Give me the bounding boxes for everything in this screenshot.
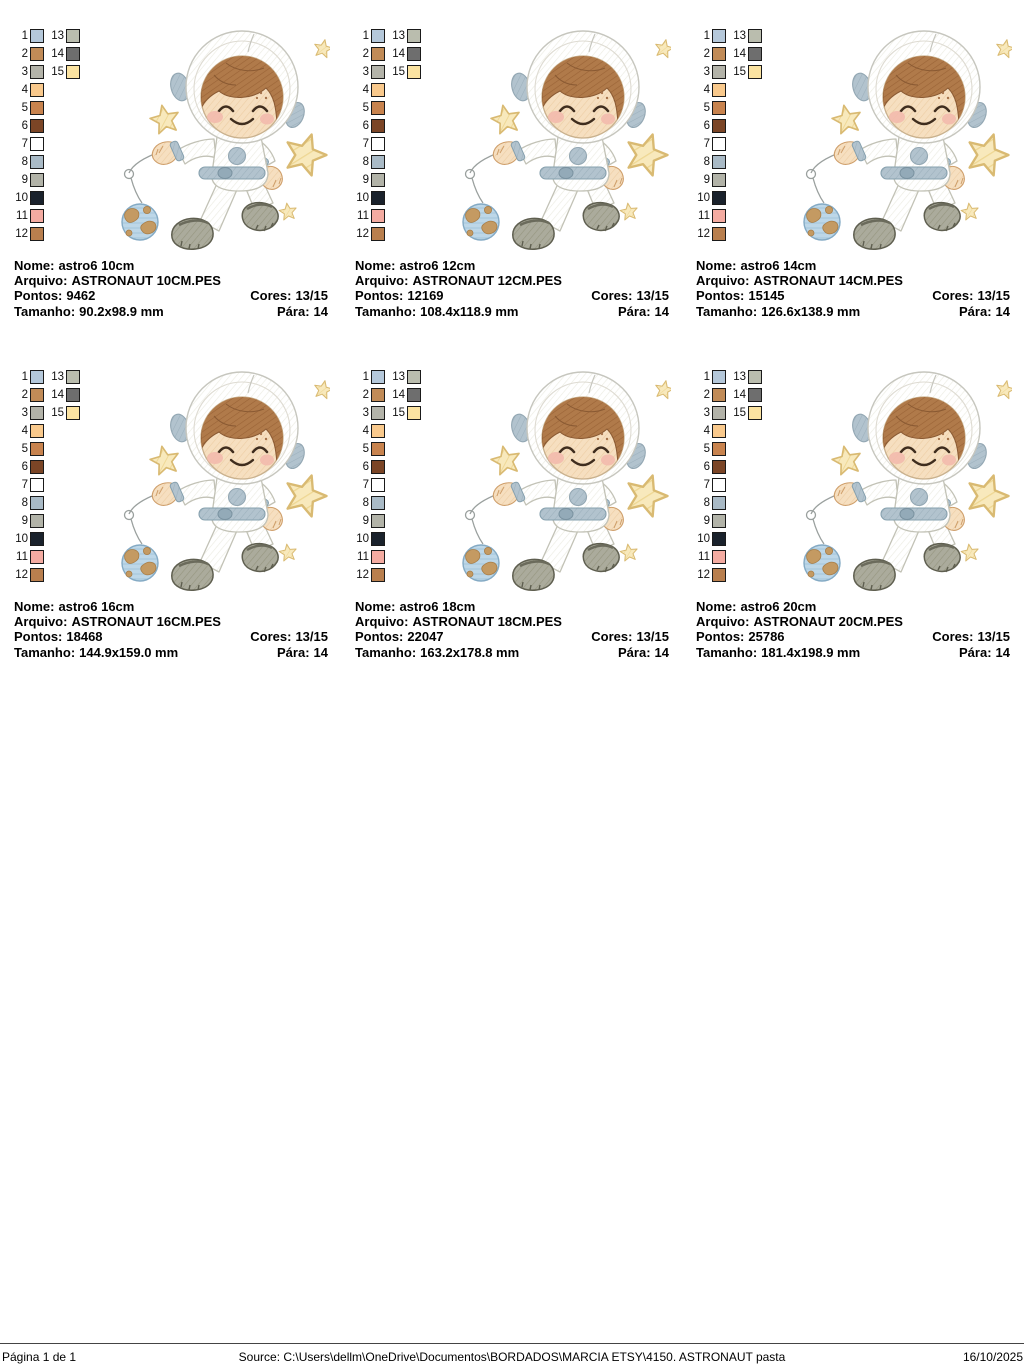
palette-swatch-12 [712,227,726,241]
palette-number-15: 15 [733,65,746,78]
palette-swatch-1 [30,370,44,384]
palette-number-5: 5 [21,101,28,114]
palette-swatch-11 [30,550,44,564]
palette-swatch-1 [371,370,385,384]
palette-number-2: 2 [362,47,369,60]
thread-color-palette [696,27,764,243]
palette-swatch-3 [30,406,44,420]
palette-swatch-5 [712,442,726,456]
palette-swatch-15 [748,406,762,420]
palette-number-4: 4 [703,424,710,437]
design-points: 25786 [748,629,785,645]
palette-number-3: 3 [362,65,369,78]
palette-number-6: 6 [703,119,710,132]
size-label: Tamanho: [14,303,76,319]
palette-swatch-5 [371,101,385,115]
palette-number-2: 2 [703,47,710,60]
palette-number-1: 1 [703,29,710,42]
file-line [355,614,669,629]
palette-number-1: 1 [21,370,28,383]
points-colors-line [696,629,1010,644]
palette-swatch-9 [30,514,44,528]
palette-swatch-11 [371,209,385,223]
palette-number-13: 13 [51,29,64,42]
design-info [696,599,1010,660]
palette-number-2: 2 [362,388,369,401]
palette-swatch-14 [66,388,80,402]
design-size: 126.6x138.9 mm [761,303,861,319]
thread-color-palette [355,368,423,584]
design-file: ASTRONAUT 20CM.PES [753,614,903,630]
palette-number-9: 9 [21,514,28,527]
palette-number-12: 12 [15,227,28,240]
name-line [355,258,669,273]
palette-swatch-12 [30,568,44,582]
file-label: Arquivo: [696,614,750,630]
palette-swatch-15 [407,65,421,79]
palette-number-5: 5 [703,442,710,455]
palette-number-10: 10 [356,532,369,545]
thread-color-palette [14,27,82,243]
name-line [14,258,328,273]
palette-swatch-1 [712,29,726,43]
palette-swatch-15 [66,65,80,79]
palette-number-3: 3 [21,406,28,419]
palette-number-14: 14 [392,388,405,401]
palette-swatch-15 [66,406,80,420]
palette-swatch-14 [407,388,421,402]
palette-number-7: 7 [703,478,710,491]
palette-number-14: 14 [733,388,746,401]
design-info [14,599,328,660]
palette-number-9: 9 [703,173,710,186]
size-para-line [355,645,669,660]
thread-color-palette [696,368,764,584]
colors-label: Cores: [250,629,292,645]
palette-swatch-13 [66,29,80,43]
file-line [696,614,1010,629]
design-card [355,27,671,338]
colors-label: Cores: [250,288,292,304]
palette-swatch-7 [30,478,44,492]
palette-swatch-3 [712,65,726,79]
palette-number-12: 12 [697,568,710,581]
name-label: Nome: [696,599,737,614]
palette-number-11: 11 [357,209,369,222]
palette-number-4: 4 [703,83,710,96]
palette-number-14: 14 [392,47,405,60]
palette-number-5: 5 [362,101,369,114]
design-name: astro6 12cm [399,258,476,273]
palette-number-9: 9 [21,173,28,186]
palette-number-7: 7 [21,478,28,491]
size-para-line [355,304,669,319]
design-colors: 13/15 [636,629,669,645]
colors-label: Cores: [591,629,633,645]
palette-number-15: 15 [392,65,405,78]
palette-swatch-5 [30,101,44,115]
palette-number-1: 1 [362,370,369,383]
palette-number-11: 11 [698,209,710,222]
palette-swatch-15 [748,65,762,79]
palette-swatch-9 [712,514,726,528]
palette-number-1: 1 [703,370,710,383]
size-para-line [14,304,328,319]
palette-number-14: 14 [51,47,64,60]
size-label: Tamanho: [696,303,758,319]
palette-number-14: 14 [51,388,64,401]
thread-color-palette [14,368,82,584]
file-label: Arquivo: [14,614,68,630]
palette-swatch-5 [371,442,385,456]
design-size: 144.9x159.0 mm [79,644,179,660]
colors-label: Cores: [932,288,974,304]
name-label: Nome: [14,258,55,273]
palette-swatch-13 [748,29,762,43]
colors-label: Cores: [932,629,974,645]
palette-swatch-10 [712,532,726,546]
palette-number-6: 6 [21,119,28,132]
palette-swatch-6 [30,460,44,474]
palette-swatch-8 [712,155,726,169]
design-colors: 13/15 [977,288,1010,304]
design-points: 12169 [407,288,444,304]
design-points: 18468 [66,629,103,645]
file-label: Arquivo: [696,273,750,289]
file-label: Arquivo: [14,273,68,289]
points-colors-line [696,288,1010,303]
palette-swatch-8 [30,496,44,510]
design-info [355,599,669,660]
design-name: astro6 20cm [740,599,817,614]
palette-swatch-8 [371,496,385,510]
design-para: 14 [995,644,1010,660]
design-para: 14 [654,303,669,319]
palette-swatch-4 [712,83,726,97]
palette-number-2: 2 [21,47,28,60]
palette-swatch-4 [30,424,44,438]
palette-number-15: 15 [392,406,405,419]
design-name: astro6 14cm [740,258,817,273]
footer-date: 16/10/2025 [962,1350,1023,1364]
palette-swatch-3 [371,65,385,79]
palette-number-10: 10 [356,191,369,204]
design-name: astro6 18cm [399,599,476,614]
design-file: ASTRONAUT 14CM.PES [753,273,903,289]
name-label: Nome: [355,258,396,273]
design-size: 163.2x178.8 mm [420,644,520,660]
file-label: Arquivo: [355,614,409,630]
design-card [355,368,671,679]
palette-number-12: 12 [356,568,369,581]
page-number: Página 1 de 1 [2,1350,77,1364]
palette-swatch-8 [712,496,726,510]
palette-number-3: 3 [21,65,28,78]
palette-number-1: 1 [21,29,28,42]
design-file: ASTRONAUT 10CM.PES [71,273,221,289]
points-label: Pontos: [696,629,745,645]
palette-number-11: 11 [16,550,28,563]
palette-swatch-3 [30,65,44,79]
file-line [14,273,328,288]
file-label: Arquivo: [355,273,409,289]
design-points: 22047 [407,629,444,645]
points-label: Pontos: [696,288,745,304]
palette-swatch-2 [371,47,385,61]
palette-swatch-15 [407,406,421,420]
page-footer [0,1343,1024,1364]
points-label: Pontos: [14,629,63,645]
palette-swatch-1 [30,29,44,43]
palette-number-4: 4 [21,424,28,437]
palette-number-15: 15 [51,406,64,419]
file-line [696,273,1010,288]
file-line [14,614,328,629]
palette-swatch-2 [30,388,44,402]
design-card [14,368,330,679]
name-label: Nome: [696,258,737,273]
design-card [696,27,1012,338]
palette-number-4: 4 [362,424,369,437]
palette-swatch-9 [371,173,385,187]
design-info [355,258,669,319]
palette-swatch-9 [30,173,44,187]
palette-swatch-4 [371,424,385,438]
palette-number-9: 9 [362,514,369,527]
palette-number-13: 13 [51,370,64,383]
design-para: 14 [313,303,328,319]
points-colors-line [14,288,328,303]
palette-number-2: 2 [21,388,28,401]
palette-swatch-10 [30,532,44,546]
points-colors-line [355,288,669,303]
palette-swatch-1 [371,29,385,43]
palette-number-11: 11 [357,550,369,563]
palette-swatch-13 [407,370,421,384]
palette-swatch-12 [371,568,385,582]
name-line [696,599,1010,614]
palette-swatch-10 [371,191,385,205]
palette-swatch-4 [371,83,385,97]
palette-swatch-8 [30,155,44,169]
palette-swatch-13 [66,370,80,384]
para-label: Pára: [959,644,992,660]
name-label: Nome: [355,599,396,614]
palette-number-8: 8 [21,496,28,509]
palette-number-8: 8 [362,496,369,509]
palette-swatch-12 [712,568,726,582]
design-name: astro6 16cm [58,599,135,614]
palette-swatch-2 [712,47,726,61]
palette-swatch-5 [712,101,726,115]
palette-number-9: 9 [362,173,369,186]
palette-number-10: 10 [15,532,28,545]
palette-number-2: 2 [703,388,710,401]
design-colors: 13/15 [295,288,328,304]
palette-number-3: 3 [362,406,369,419]
palette-number-6: 6 [362,460,369,473]
design-points: 15145 [748,288,785,304]
design-info [14,258,328,319]
palette-swatch-4 [30,83,44,97]
palette-swatch-3 [712,406,726,420]
para-label: Pára: [618,303,651,319]
design-para: 14 [654,644,669,660]
palette-swatch-6 [30,119,44,133]
design-para: 14 [995,303,1010,319]
palette-number-14: 14 [733,47,746,60]
para-label: Pára: [277,303,310,319]
name-line [355,599,669,614]
palette-number-5: 5 [703,101,710,114]
palette-swatch-8 [371,155,385,169]
palette-number-15: 15 [51,65,64,78]
points-colors-line [355,629,669,644]
design-size: 108.4x118.9 mm [420,303,519,319]
size-label: Tamanho: [355,644,417,660]
palette-number-13: 13 [392,29,405,42]
points-label: Pontos: [355,288,404,304]
palette-swatch-14 [748,47,762,61]
palette-swatch-2 [371,388,385,402]
size-label: Tamanho: [355,303,417,319]
thread-color-palette [355,27,423,243]
palette-swatch-6 [371,460,385,474]
source-path: Source: C:\Users\dellm\OneDrive\Documentos\BORDADOS\MARCIA ETSY\4150. ASTRONAUT pasta [238,1350,786,1364]
palette-number-5: 5 [21,442,28,455]
para-label: Pára: [959,303,992,319]
palette-swatch-2 [30,47,44,61]
design-grid [14,27,1012,679]
palette-number-1: 1 [362,29,369,42]
palette-swatch-7 [371,137,385,151]
palette-swatch-5 [30,442,44,456]
palette-swatch-2 [712,388,726,402]
palette-swatch-12 [30,227,44,241]
design-points: 9462 [66,288,96,304]
points-label: Pontos: [355,629,404,645]
palette-number-12: 12 [15,568,28,581]
palette-swatch-9 [371,514,385,528]
palette-number-7: 7 [362,478,369,491]
palette-swatch-13 [748,370,762,384]
size-label: Tamanho: [696,644,758,660]
palette-swatch-11 [712,550,726,564]
palette-swatch-4 [712,424,726,438]
palette-swatch-14 [407,47,421,61]
palette-number-7: 7 [362,137,369,150]
palette-number-7: 7 [21,137,28,150]
palette-number-3: 3 [703,406,710,419]
points-label: Pontos: [14,288,63,304]
palette-number-6: 6 [703,460,710,473]
palette-number-4: 4 [21,83,28,96]
palette-number-13: 13 [733,370,746,383]
name-label: Nome: [14,599,55,614]
size-label: Tamanho: [14,644,76,660]
palette-number-4: 4 [362,83,369,96]
design-size: 90.2x98.9 mm [79,303,164,319]
palette-swatch-7 [371,478,385,492]
palette-swatch-14 [748,388,762,402]
size-para-line [14,645,328,660]
palette-number-13: 13 [733,29,746,42]
name-line [14,599,328,614]
palette-swatch-12 [371,227,385,241]
design-file: ASTRONAUT 12CM.PES [412,273,562,289]
design-colors: 13/15 [977,629,1010,645]
palette-number-13: 13 [392,370,405,383]
palette-swatch-7 [712,478,726,492]
palette-number-5: 5 [362,442,369,455]
palette-swatch-7 [30,137,44,151]
name-line [696,258,1010,273]
design-para: 14 [313,644,328,660]
palette-swatch-10 [712,191,726,205]
palette-number-9: 9 [703,514,710,527]
palette-swatch-11 [30,209,44,223]
palette-swatch-7 [712,137,726,151]
size-para-line [696,304,1010,319]
palette-swatch-3 [371,406,385,420]
palette-swatch-6 [371,119,385,133]
palette-number-10: 10 [15,191,28,204]
palette-swatch-10 [371,532,385,546]
palette-swatch-6 [712,119,726,133]
palette-swatch-10 [30,191,44,205]
design-card [696,368,1012,679]
design-file: ASTRONAUT 18CM.PES [412,614,562,630]
design-colors: 13/15 [636,288,669,304]
size-para-line [696,645,1010,660]
palette-number-8: 8 [703,155,710,168]
design-info [696,258,1010,319]
file-line [355,273,669,288]
palette-number-12: 12 [697,227,710,240]
points-colors-line [14,629,328,644]
palette-number-11: 11 [16,209,28,222]
palette-number-12: 12 [356,227,369,240]
palette-swatch-11 [712,209,726,223]
colors-label: Cores: [591,288,633,304]
palette-number-15: 15 [733,406,746,419]
palette-number-7: 7 [703,137,710,150]
para-label: Pára: [618,644,651,660]
palette-number-10: 10 [697,532,710,545]
palette-swatch-13 [407,29,421,43]
design-file: ASTRONAUT 16CM.PES [71,614,221,630]
palette-number-6: 6 [21,460,28,473]
palette-swatch-11 [371,550,385,564]
palette-number-10: 10 [697,191,710,204]
palette-number-8: 8 [703,496,710,509]
palette-number-8: 8 [362,155,369,168]
design-colors: 13/15 [295,629,328,645]
palette-swatch-14 [66,47,80,61]
palette-number-3: 3 [703,65,710,78]
palette-swatch-6 [712,460,726,474]
para-label: Pára: [277,644,310,660]
palette-number-6: 6 [362,119,369,132]
design-card [14,27,330,338]
palette-swatch-1 [712,370,726,384]
palette-number-11: 11 [698,550,710,563]
design-name: astro6 10cm [58,258,135,273]
palette-number-8: 8 [21,155,28,168]
palette-swatch-9 [712,173,726,187]
design-size: 181.4x198.9 mm [761,644,861,660]
